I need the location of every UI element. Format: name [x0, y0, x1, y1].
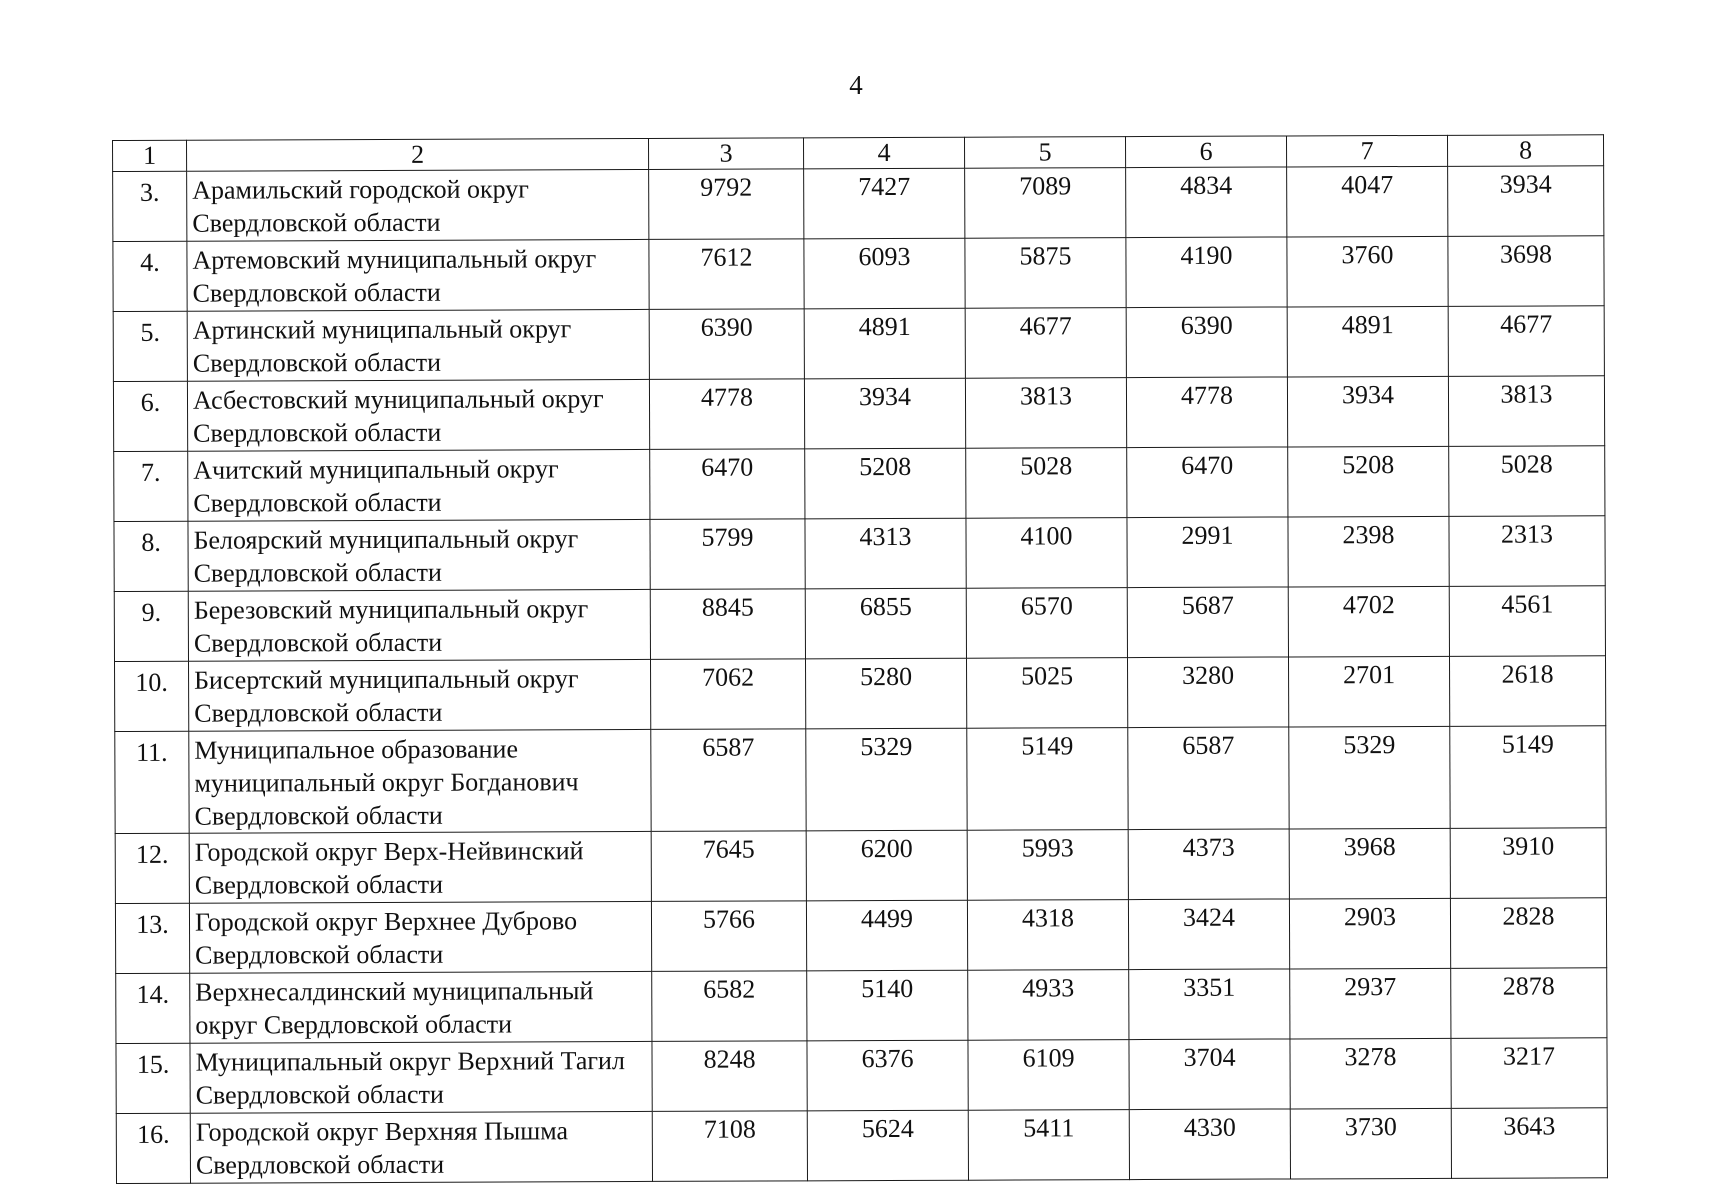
value-cell-col-7: 3760: [1287, 236, 1448, 307]
row-number-cell: 8.: [114, 521, 188, 591]
value-cell-col-6: 3704: [1129, 1039, 1290, 1110]
row-number-cell: 15.: [116, 1043, 190, 1113]
row-number-cell: 7.: [114, 451, 188, 521]
value-cell-col-4: 4313: [805, 518, 966, 589]
value-cell-col-3: 8845: [650, 589, 805, 660]
value-cell-col-5: 5025: [966, 658, 1127, 729]
value-cell-col-4: 3934: [804, 378, 965, 449]
row-number-cell: 13.: [115, 903, 189, 973]
table-row: [114, 586, 1605, 662]
row-number-cell: 3.: [113, 171, 187, 241]
table-row: [115, 726, 1606, 834]
value-cell-col-5: 4100: [966, 518, 1127, 589]
value-cell-col-6: 4778: [1126, 377, 1287, 448]
value-cell-col-4: 5208: [805, 448, 966, 519]
value-cell-col-5: 4318: [967, 900, 1128, 971]
value-cell-col-3: 7062: [650, 659, 805, 730]
value-cell-col-7: 2398: [1288, 516, 1449, 587]
value-cell-col-7: 4891: [1287, 306, 1448, 377]
header-cell: 4: [803, 137, 964, 169]
table-row: [115, 898, 1606, 974]
value-cell-col-7: 5208: [1288, 446, 1449, 517]
table-row: [114, 516, 1605, 592]
value-cell-col-6: 6587: [1128, 727, 1289, 830]
value-cell-col-3: 6470: [650, 449, 805, 520]
municipality-name-cell: Березовский муниципальный округ Свердловской области: [188, 589, 650, 661]
header-cell: 6: [1125, 136, 1286, 168]
table-row: [116, 968, 1607, 1044]
table-row: [116, 1108, 1607, 1184]
header-cell: 5: [964, 137, 1125, 169]
header-cell: 8: [1447, 135, 1603, 167]
value-cell-col-5: 5411: [968, 1110, 1129, 1181]
value-cell-col-6: 5687: [1127, 587, 1288, 658]
row-number-cell: 14.: [116, 973, 190, 1043]
value-cell-col-4: 5280: [805, 658, 966, 729]
municipality-name-cell: Ачитский муниципальный округ Свердловской области: [188, 449, 650, 521]
value-cell-col-8: 3934: [1448, 166, 1604, 237]
value-cell-col-8: 2828: [1450, 898, 1606, 969]
value-cell-col-4: 6093: [804, 238, 965, 309]
municipality-name-cell: Городской округ Верхнее Дуброво Свердловской области: [189, 901, 651, 973]
row-number-cell: 10.: [115, 661, 189, 731]
value-cell-col-6: 3351: [1129, 969, 1290, 1040]
value-cell-col-7: 2903: [1289, 898, 1450, 969]
value-cell-col-3: 8248: [652, 1041, 807, 1112]
municipality-name-cell: Муниципальное образование муниципальный округ Богданович Свердловской области: [189, 729, 651, 833]
value-cell-col-4: 6855: [805, 588, 966, 659]
value-cell-col-8: 5149: [1450, 726, 1606, 829]
table-row: [115, 828, 1606, 904]
value-cell-col-8: 3910: [1450, 828, 1606, 899]
value-cell-col-4: 5624: [807, 1110, 968, 1181]
value-cell-col-8: 4561: [1449, 586, 1605, 657]
value-cell-col-3: 6582: [652, 971, 807, 1042]
value-cell-col-4: 4499: [806, 900, 967, 971]
row-number-cell: 16.: [116, 1113, 190, 1183]
value-cell-col-7: 3730: [1290, 1108, 1451, 1179]
value-cell-col-6: 6470: [1127, 447, 1288, 518]
row-number-cell: 12.: [115, 833, 189, 903]
value-cell-col-7: 3278: [1290, 1038, 1451, 1109]
municipality-name-cell: Верхнесалдинский муниципальный округ Свердловской области: [190, 971, 652, 1043]
row-number-cell: 11.: [115, 731, 189, 833]
value-cell-col-5: 4677: [965, 308, 1126, 379]
value-cell-col-4: 7427: [804, 168, 965, 239]
municipality-name-cell: Асбестовский муниципальный округ Свердловской области: [187, 379, 649, 451]
value-cell-col-3: 5766: [651, 901, 806, 972]
table-body: [113, 135, 1608, 1184]
value-cell-col-8: 5028: [1449, 446, 1605, 517]
value-cell-col-6: 2991: [1127, 517, 1288, 588]
table-row: [113, 236, 1604, 312]
value-cell-col-6: 6390: [1126, 307, 1287, 378]
value-cell-col-5: 5875: [965, 238, 1126, 309]
value-cell-col-3: 7612: [649, 239, 804, 310]
value-cell-col-3: 4778: [649, 379, 804, 450]
table-row: [113, 166, 1604, 242]
value-cell-col-8: 2618: [1449, 656, 1605, 727]
value-cell-col-6: 4834: [1126, 167, 1287, 238]
municipality-name-cell: Городской округ Верхняя Пышма Свердловской области: [190, 1111, 652, 1183]
value-cell-col-8: 3813: [1448, 376, 1604, 447]
value-cell-col-7: 4047: [1287, 166, 1448, 237]
data-table: [112, 134, 1608, 1184]
value-cell-col-3: 6390: [649, 309, 804, 380]
value-cell-col-7: 3934: [1287, 376, 1448, 447]
value-cell-col-5: 3813: [965, 378, 1126, 449]
header-cell: 1: [113, 140, 187, 171]
row-number-cell: 4.: [113, 241, 187, 311]
municipality-name-cell: Артемовский муниципальный округ Свердловской области: [187, 239, 649, 311]
table-row: [115, 656, 1606, 732]
value-cell-col-5: 5149: [967, 728, 1128, 831]
value-cell-col-7: 3968: [1289, 828, 1450, 899]
value-cell-col-8: 2313: [1449, 516, 1605, 587]
header-cell: 7: [1286, 135, 1447, 167]
value-cell-col-8: 3217: [1451, 1038, 1607, 1109]
value-cell-col-4: 6200: [806, 830, 967, 901]
table-row: [113, 306, 1604, 382]
value-cell-col-5: 7089: [965, 168, 1126, 239]
value-cell-col-7: 2701: [1288, 656, 1449, 727]
table-row: [116, 1038, 1607, 1114]
value-cell-col-6: 3424: [1128, 899, 1289, 970]
page-number: 4: [849, 70, 863, 100]
value-cell-col-6: 4190: [1126, 237, 1287, 308]
municipality-name-cell: Бисертский муниципальный округ Свердловской области: [189, 659, 651, 731]
value-cell-col-5: 5993: [967, 830, 1128, 901]
value-cell-col-4: 4891: [804, 308, 965, 379]
value-cell-col-6: 4330: [1129, 1109, 1290, 1180]
value-cell-col-3: 7108: [652, 1111, 807, 1182]
municipality-name-cell: Муниципальный округ Верхний Тагил Свердловской области: [190, 1041, 652, 1113]
value-cell-col-3: 6587: [651, 729, 806, 832]
value-cell-col-8: 2878: [1451, 968, 1607, 1039]
data-table-container: [112, 134, 1607, 1184]
municipality-name-cell: Белоярский муниципальный округ Свердловской области: [188, 519, 650, 591]
value-cell-col-4: 5329: [806, 728, 967, 831]
value-cell-col-5: 6570: [966, 588, 1127, 659]
value-cell-col-7: 2937: [1290, 968, 1451, 1039]
value-cell-col-3: 9792: [649, 169, 804, 240]
value-cell-col-4: 6376: [807, 1040, 968, 1111]
value-cell-col-4: 5140: [807, 970, 968, 1041]
value-cell-col-8: 4677: [1448, 306, 1604, 377]
value-cell-col-5: 6109: [968, 1040, 1129, 1111]
header-cell: 2: [187, 138, 649, 171]
value-cell-col-7: 5329: [1289, 726, 1450, 829]
value-cell-col-8: 3643: [1451, 1108, 1607, 1179]
value-cell-col-5: 5028: [966, 448, 1127, 519]
value-cell-col-3: 7645: [651, 831, 806, 902]
value-cell-col-7: 4702: [1288, 586, 1449, 657]
municipality-name-cell: Арамильский городской округ Свердловской области: [187, 169, 649, 241]
row-number-cell: 6.: [113, 381, 187, 451]
table-row: [113, 376, 1604, 452]
value-cell-col-5: 4933: [968, 970, 1129, 1041]
municipality-name-cell: Артинский муниципальный округ Свердловской области: [187, 309, 649, 381]
value-cell-col-6: 3280: [1127, 657, 1288, 728]
row-number-cell: 5.: [113, 311, 187, 381]
value-cell-col-3: 5799: [650, 519, 805, 590]
value-cell-col-8: 3698: [1448, 236, 1604, 307]
header-cell: 3: [648, 138, 803, 170]
value-cell-col-6: 4373: [1128, 829, 1289, 900]
table-row: [114, 446, 1605, 522]
municipality-name-cell: Городской округ Верх-Нейвинский Свердловской области: [189, 831, 651, 903]
row-number-cell: 9.: [114, 591, 188, 661]
